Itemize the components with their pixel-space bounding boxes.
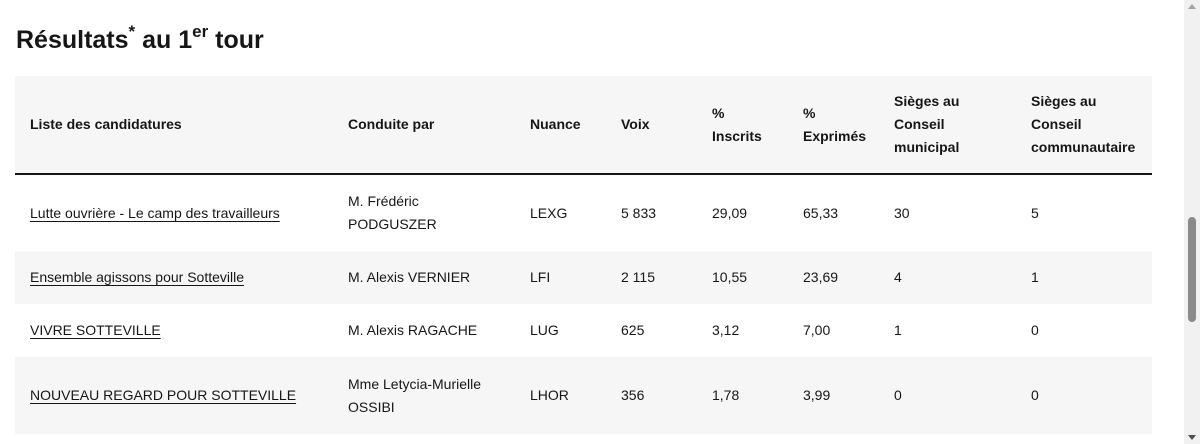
cell-seats-municipal: 1 <box>894 322 902 338</box>
header-inscrits-l2: Inscrits <box>712 127 762 144</box>
cell-list <box>15 304 333 357</box>
header-seats-communautaire-l2: Conseil <box>1031 116 1082 132</box>
header-seats-municipal-l2: Conseil <box>894 116 945 132</box>
header-seats-communautaire <box>1016 76 1152 174</box>
cell-leader <box>333 357 515 434</box>
cell-inscrits: 29,09 <box>712 204 748 221</box>
cell-exprimes: 7,00 <box>803 322 831 338</box>
cell-seats-communautaire: 0 <box>1031 322 1039 338</box>
leader-l1: M. Frédéric <box>348 193 419 209</box>
cell-list <box>15 174 333 251</box>
header-row <box>15 76 1152 174</box>
cell-nuance: LFI <box>530 269 551 285</box>
header-seats-communautaire-l3: communautaire <box>1031 139 1136 155</box>
list-link[interactable]: VIVRE SOTTEVILLE <box>30 322 161 338</box>
cell-seats-municipal: 0 <box>894 387 902 403</box>
scroll-down-arrow-icon[interactable] <box>1188 435 1196 440</box>
cell-leader: M. Alexis RAGACHE <box>348 322 478 338</box>
header-inscrits <box>697 76 788 174</box>
title-mid: au 1 <box>135 26 193 54</box>
leader-l2: OSSIBI <box>348 398 395 415</box>
cell-voix: 625 <box>621 322 645 338</box>
header-seats-municipal-l3: municipal <box>894 139 960 155</box>
cell-exprimes: 65,33 <box>803 204 839 221</box>
header-list: Liste des candidatures <box>30 116 182 132</box>
cell-nuance: LEXG <box>530 204 568 221</box>
title-main: Résultats <box>16 26 129 54</box>
cell-seats-communautaire: 1 <box>1031 269 1039 285</box>
header-nuance: Nuance <box>530 116 581 132</box>
cell-list <box>15 251 333 304</box>
header-seats-communautaire-l1: Sièges au <box>1031 93 1097 109</box>
title-ordinal: er <box>192 21 209 41</box>
header-exprimes-l2: Exprimés <box>803 127 867 144</box>
table-row <box>15 251 1152 304</box>
list-link[interactable]: NOUVEAU REGARD POUR SOTTEVILLE <box>30 387 297 403</box>
cell-voix: 356 <box>621 387 645 403</box>
table-row <box>15 357 1152 434</box>
cell-inscrits: 3,12 <box>712 322 740 338</box>
cell-seats-communautaire: 0 <box>1031 387 1039 403</box>
table-row <box>15 174 1152 251</box>
vertical-scrollbar[interactable] <box>1184 0 1200 444</box>
cell-nuance: LUG <box>530 322 559 338</box>
cell-inscrits: 10,55 <box>712 269 748 285</box>
page-title <box>16 21 264 55</box>
scrollbar-thumb[interactable] <box>1188 217 1196 322</box>
list-link[interactable]: Ensemble agissons pour Sotteville <box>30 269 245 285</box>
title-asterisk: * <box>128 21 136 41</box>
list-link[interactable]: Lutte ouvrière - Le camp des travailleurs <box>30 204 280 221</box>
cell-voix: 5 833 <box>621 204 657 221</box>
cell-seats-municipal: 4 <box>894 269 902 285</box>
header-seats-municipal-l1: Sièges au <box>894 93 960 109</box>
header-seats-municipal <box>879 76 1016 174</box>
header-leader: Conduite par <box>348 116 435 132</box>
header-exprimes-l1: % <box>803 104 816 121</box>
table-row <box>15 304 1152 357</box>
cell-voix: 2 115 <box>621 269 655 285</box>
header-voix: Voix <box>621 116 650 132</box>
cell-leader <box>333 174 515 251</box>
cell-seats-municipal: 30 <box>894 204 910 221</box>
cell-leader: M. Alexis VERNIER <box>348 269 471 285</box>
title-end: tour <box>208 26 264 54</box>
leader-l2: PODGUSZER <box>348 216 437 232</box>
cell-exprimes: 3,99 <box>803 387 831 403</box>
header-inscrits-l1: % <box>712 104 725 121</box>
cell-list <box>15 357 333 434</box>
cell-seats-communautaire: 5 <box>1031 204 1039 221</box>
header-exprimes <box>788 76 879 174</box>
cell-nuance: LHOR <box>530 387 569 403</box>
results-table <box>15 76 1152 434</box>
leader-l1: Mme Letycia-Murielle <box>348 375 482 392</box>
scroll-up-arrow-icon[interactable] <box>1188 4 1196 9</box>
cell-exprimes: 23,69 <box>803 269 839 285</box>
cell-inscrits: 1,78 <box>712 387 740 403</box>
